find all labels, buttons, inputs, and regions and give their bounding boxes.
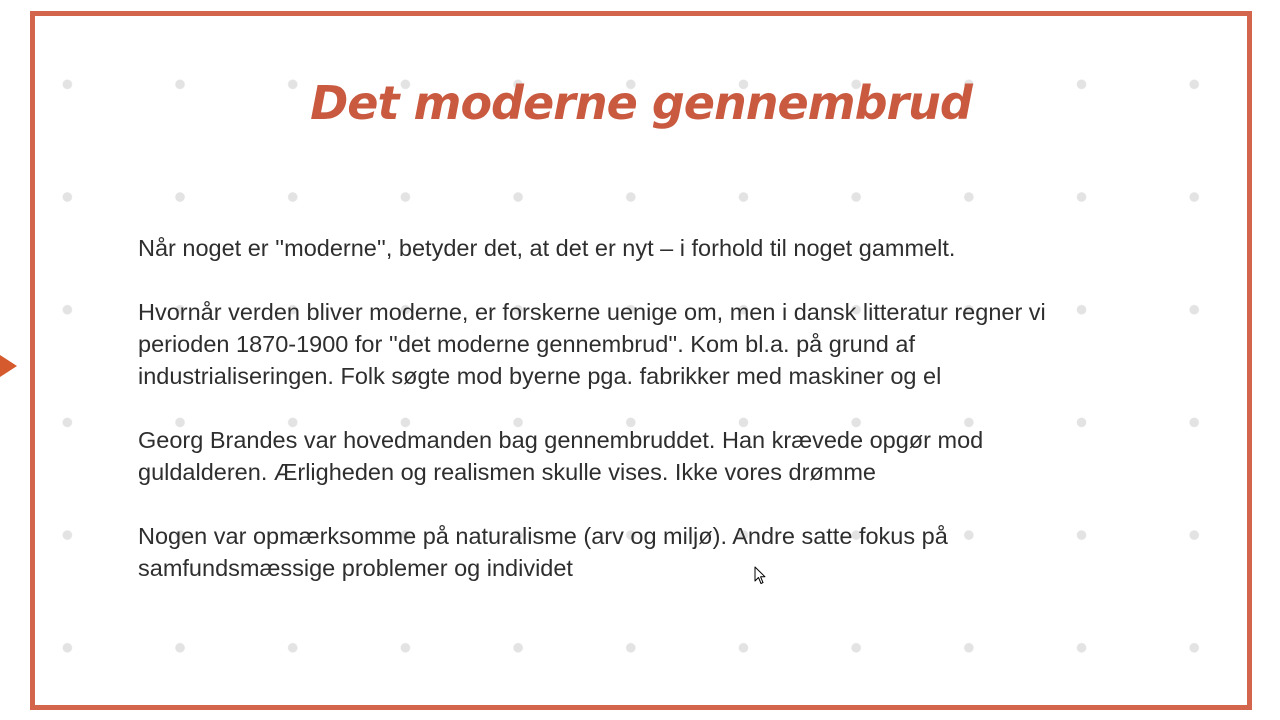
- paragraph-naturalisme: Nogen var opmærksomme på naturalisme (arv og miljø). Andre satte fokus på samfundsmæssige problemer og individet: [138, 523, 948, 581]
- paragraph-periode: Hvornår verden bliver moderne, er forskerne uenige om, men i dansk litteratur regner vi perioden 1870-1900 for ''det moderne gennembrud''. Kom bl.a. på grund af industrialiseringen. Folk søgte mod byerne pga. fabrikker med maskiner og el: [138, 299, 1046, 389]
- paragraph-brandes: Georg Brandes var hovedmanden bag gennembruddet. Han krævede opgør mod guldalderen. Ærligheden og realismen skulle vises. Ikke vores drømme: [138, 427, 984, 485]
- mouse-pointer-icon: [754, 566, 766, 585]
- slide-title: Det moderne gennembrud: [310, 76, 972, 130]
- paragraph-moderne: Når noget er ''moderne'', betyder det, at det er nyt – i forhold til noget gammelt.: [138, 235, 956, 261]
- play-arrow-icon[interactable]: [0, 355, 17, 377]
- slide-body: [138, 232, 1098, 616]
